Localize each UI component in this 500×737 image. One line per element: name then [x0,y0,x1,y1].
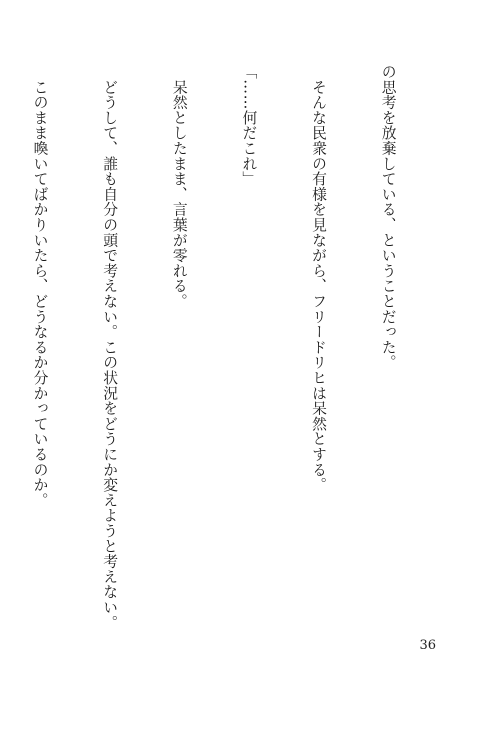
text-line: 「……何だこれ」 [240,64,258,187]
text-line: どうして、誰も自分の頭で考えない。この状況をどうにか変えようと考えない。 [101,64,119,631]
text-line: このまま喚いてばかりいたら、どうなるか分かっているのか。 [31,64,49,508]
text-line: そんな民衆の有様を見ながら、フリードリヒは呆然とする。 [309,64,327,493]
text-line: の思考を放棄している、ということだった。 [379,64,397,370]
text-line: 呆然としたまま、言葉が零れる。 [170,64,188,309]
body-text [31,64,446,644]
page-number: 36 [419,638,436,653]
